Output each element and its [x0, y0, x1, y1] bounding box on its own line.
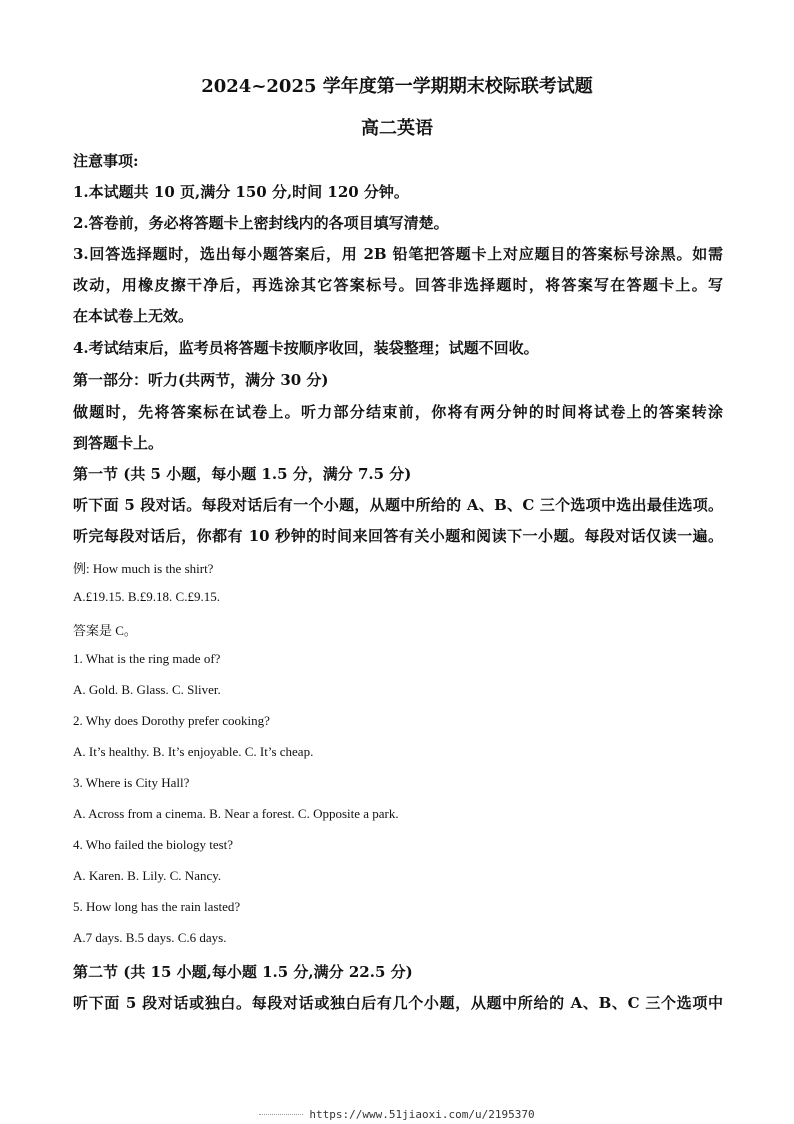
exam-title: 2024~2025 学年度第一学期期末校际联考试题: [201, 76, 593, 97]
question-1-options: A. Gold. B. Glass. C. Sliver.: [73, 682, 221, 697]
notice-2: 2.答卷前，务必将答题卡上密封线内的各项目填写清楚。: [73, 214, 449, 232]
question-2-options: A. It’s healthy. B. It’s enjoyable. C. It’s cheap.: [73, 744, 314, 759]
question-5: 5. How long has the rain lasted?: [73, 899, 241, 914]
notice-4: 4.考试结束后，监考员将答题卡按顺序收回，装袋整理；试题不回收。: [73, 339, 539, 357]
example-question: 例: How much is the shirt?: [73, 561, 214, 576]
question-1: 1. What is the ring made of?: [73, 651, 221, 666]
question-4-options: A. Karen. B. Lily. C. Nancy.: [73, 868, 222, 883]
notice-1: 1.本试题共 10 页,满分 150 分,时间 120 分钟。: [73, 183, 409, 201]
footer-url[interactable]: https://www.51jiaoxi.com/u/2195370: [309, 1108, 535, 1121]
section1-intro-line-1: 听下面 5 段对话。每段对话后有一个小题，从题中所给的 A、B、C 三个选项中选出最佳选项。: [73, 496, 723, 514]
section2-heading: 第二节 (共 15 小题,每小题 1.5 分,满分 22.5 分): [73, 963, 413, 981]
part1-intro-line-1: 做题时，先将答案标在试卷上。听力部分结束前，你将有两分钟的时间将试卷上的答案转涂: [73, 403, 723, 421]
footer-logo-icon: [259, 1114, 303, 1117]
question-2: 2. Why does Dorothy prefer cooking?: [73, 713, 270, 728]
question-3-options: A. Across from a cinema. B. Near a forest. C. Opposite a park.: [73, 806, 399, 821]
exam-subtitle: 高二英语: [361, 118, 433, 139]
question-5-options: A.7 days. B.5 days. C.6 days.: [73, 930, 227, 945]
notice-3-line-1: 3.回答选择题时，选出每小题答案后，用 2B 铅笔把答题卡上对应题目的答案标号涂黑。如需: [73, 245, 723, 263]
question-4: 4. Who failed the biology test?: [73, 837, 234, 852]
example-options: A.£19.15. B.£9.18. C.£9.15.: [73, 589, 220, 604]
question-3: 3. Where is City Hall?: [73, 775, 190, 790]
part1-intro-line-2: 到答题卡上。: [73, 434, 164, 452]
notice-3-line-3: 在本试卷上无效。: [73, 307, 194, 325]
notice-3-line-2: 改动，用橡皮擦干净后，再选涂其它答案标号。回答非选择题时，将答案写在答题卡上。写: [73, 276, 723, 294]
section1-intro-line-2: 听完每段对话后，你都有 10 秒钟的时间来回答有关小题和阅读下一小题。每段对话仅读一遍。: [73, 527, 723, 545]
page-footer: [0, 1108, 794, 1121]
section1-heading: 第一节 (共 5 小题，每小题 1.5 分，满分 7.5 分): [73, 465, 412, 483]
section2-intro-line-1: 听下面 5 段对话或独白。每段对话或独白后有几个小题，从题中所给的 A、B、C 三个选项中: [73, 994, 723, 1012]
notice-heading: 注意事项:: [73, 152, 139, 170]
example-answer: 答案是 C。: [73, 623, 137, 638]
part1-heading: 第一部分：听力(共两节，满分 30 分): [73, 371, 329, 389]
